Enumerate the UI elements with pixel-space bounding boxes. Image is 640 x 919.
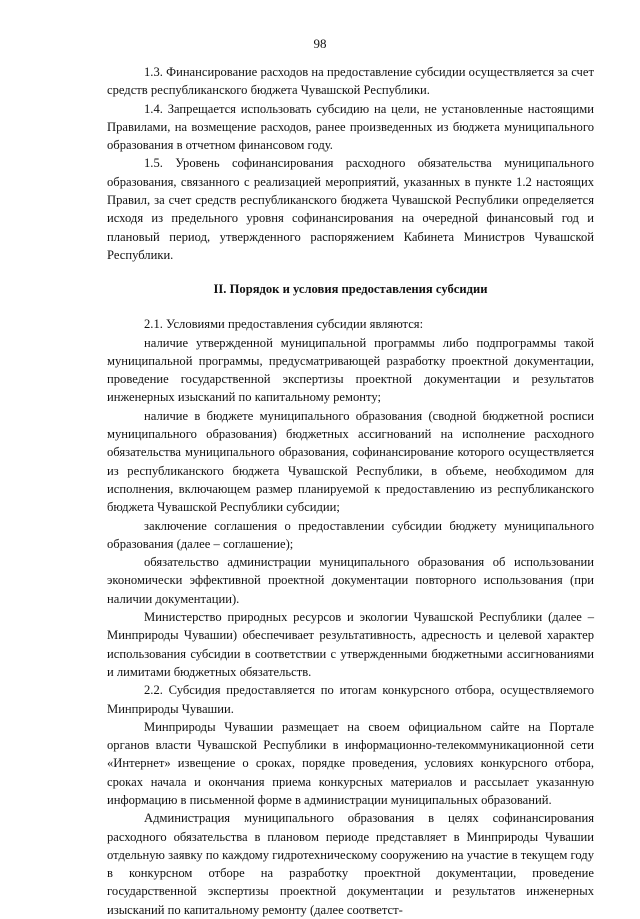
- condition-municipal-program: наличие утвержденной муниципальной программы либо подпрограммы такой муниципальной программы, предусматривающей разработку проектной документации, проведение государственной экспертизы проектной документации и результатов инженерных изысканий по капитальному ремонту;: [107, 335, 594, 405]
- paragraph-ministry-notice: Минприроды Чувашии размещает на своем официальном сайте на Портале органов власти Чувашской Республики в информационно-телекоммуникационной сети «Интернет» извещение о сроках, порядке проведения, условиях конкурсного отбора, сроках начала и окончания приема конкурсных материалов и рассылает указанную информацию в письменной форме в администрации муниципальных образований.: [107, 719, 594, 807]
- condition-reuse-documentation: обязательство администрации муниципального образования об использовании экономически эффективной проектной документации повторного использования (при наличии документации).: [107, 555, 594, 606]
- condition-budget-allocations: наличие в бюджете муниципального образования (сводной бюджетной росписи муниципального образования) бюджетных ассигнований на исполнение расходного обязательства муниципального образования, софинансирование которого осуществляется из республиканского бюджета Чувашской Республики, в объеме, необходимом для исполнения, включающем размер планируемой к предоставлению из республиканского бюджета Чувашской Республики субсидии;: [107, 408, 594, 515]
- document-body: [107, 63, 594, 919]
- paragraph-1-4: 1.4. Запрещается использовать субсидию на цели, не установленные настоящими Правилами, на возмещение расходов, ранее произведенных из бюджета муниципального образования в отчетном финансовом году.: [107, 101, 594, 153]
- paragraph-2-1: 2.1. Условиями предоставления субсидии являются:: [144, 317, 424, 332]
- paragraph-1-5: 1.5. Уровень софинансирования расходного обязательства муниципального образования, связанного с реализацией мероприятий, указанных в пункте 1.2 настоящих Правил, за счет средств республиканского бюджета Чувашской Республики определяется исходя из предельного уровня софинансирования на очередной финансовый год и плановый период, утвержденного распоряжением Кабинета Министров Чувашской Республики.: [107, 156, 594, 262]
- paragraph-ministry-responsibility: Министерство природных ресурсов и экологии Чувашской Республики (далее – Минприроды Чувашии) обеспечивает результативность, адресность и целевой характер использования субсидии в соответствии с утвержденными бюджетными ассигнованиями и лимитами бюджетных обязательств.: [107, 610, 594, 679]
- paragraph-1-3: 1.3. Финансирование расходов на предоставление субсидии осуществляется за счет средств республиканского бюджета Чувашской Республики.: [107, 65, 594, 98]
- paragraph-2-2: 2.2. Субсидия предоставляется по итогам конкурсного отбора, осуществляемого Минприроды Чувашии.: [107, 683, 594, 716]
- condition-agreement: заключение соглашения о предоставлении субсидии бюджету муниципального образования (далее – соглашение);: [107, 518, 594, 551]
- section-heading: II. Порядок и условия предоставления субсидии: [213, 282, 488, 297]
- paragraph-administration-application: Администрация муниципального образования в целях софинансирования расходного обязательства в плановом периоде представляет в Минприроды Чувашии отдельную заявку по каждому гидротехническому сооружению на участие в текущем году в конкурсном отборе на разработку проектной документации, проведение государственной экспертизы проектной документации и результатов инженерных изысканий по капитальному ремонту (далее соответст-: [107, 811, 594, 917]
- page-number: 98: [313, 36, 327, 51]
